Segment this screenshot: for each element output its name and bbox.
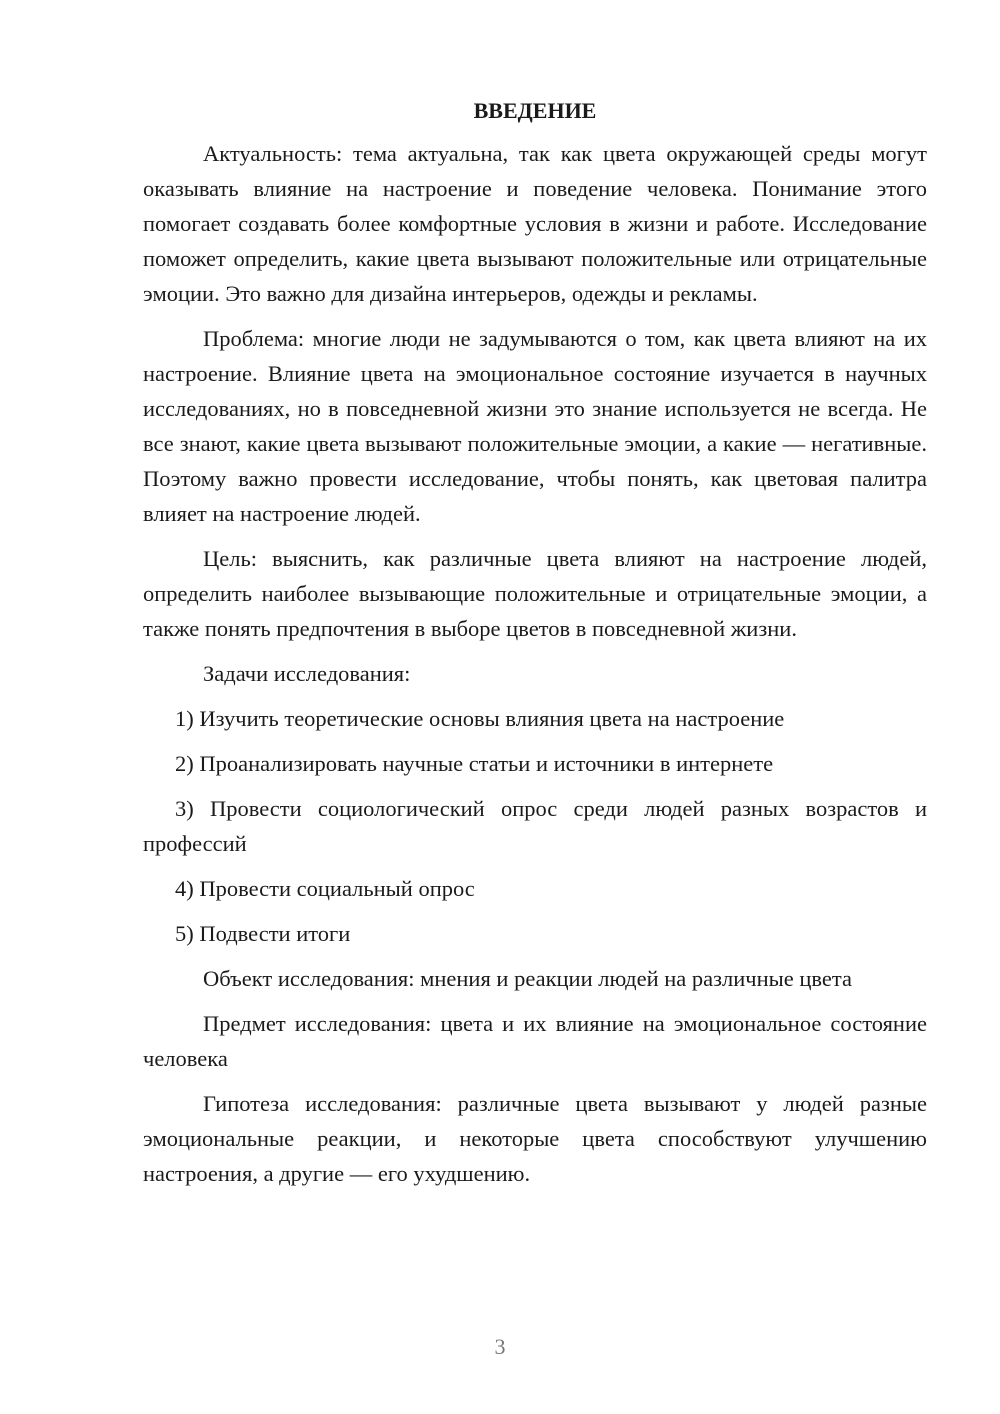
task-item: 5) Подвести итоги [175,921,351,946]
page-number: 3 [494,1334,506,1359]
page-title: ВВЕДЕНИЕ [473,98,597,123]
relevance-paragraph: Актуальность: тема актуальна, так как цвета окружающей среды могут оказывать влияние на настроение и поведение человека. Понимание этого помогает создавать более комфортные условия в жизни и работе. Исследование поможет определить, какие цвета вызывают положительные или отрицательные эмоции. Это важно для дизайна интерьеров, одежды и рекламы. [143,141,927,306]
task-item: 1) Изучить теоретические основы влияния цвета на настроение [175,706,785,731]
document-page [143,93,927,1201]
task-item: 4) Провести социальный опрос [175,876,475,901]
object-paragraph: Объект исследования: мнения и реакции людей на различные цвета [203,966,853,991]
tasks-heading: Задачи исследования: [203,661,411,686]
hypothesis-paragraph: Гипотеза исследования: различные цвета вызывают у людей разные эмоциональные реакции, и некоторые цвета способствуют улучшению настроения, а другие — его ухудшению. [143,1091,927,1186]
subject-paragraph: Предмет исследования: цвета и их влияние на эмоциональное состояние человека [143,1011,927,1071]
goal-paragraph: Цель: выяснить, как различные цвета влияют на настроение людей, определить наиболее вызывающие положительные и отрицательные эмоции, а также понять предпочтения в выборе цветов в повседневной жизни. [143,546,927,641]
problem-paragraph: Проблема: многие люди не задумываются о том, как цвета влияют на их настроение. Влияние цвета на эмоциональное состояние изучается в научных исследованиях, но в повседневной жизни это знание используется не всегда. Не все знают, какие цвета вызывают положительные эмоции, а какие — негативные. Поэтому важно провести исследование, чтобы понять, как цветовая палитра влияет на настроение людей. [143,326,927,526]
task-item: 2) Проанализировать научные статьи и источники в интернете [175,751,774,776]
task-item: 3) Провести социологический опрос среди людей разных возрастов и профессий [143,796,927,856]
